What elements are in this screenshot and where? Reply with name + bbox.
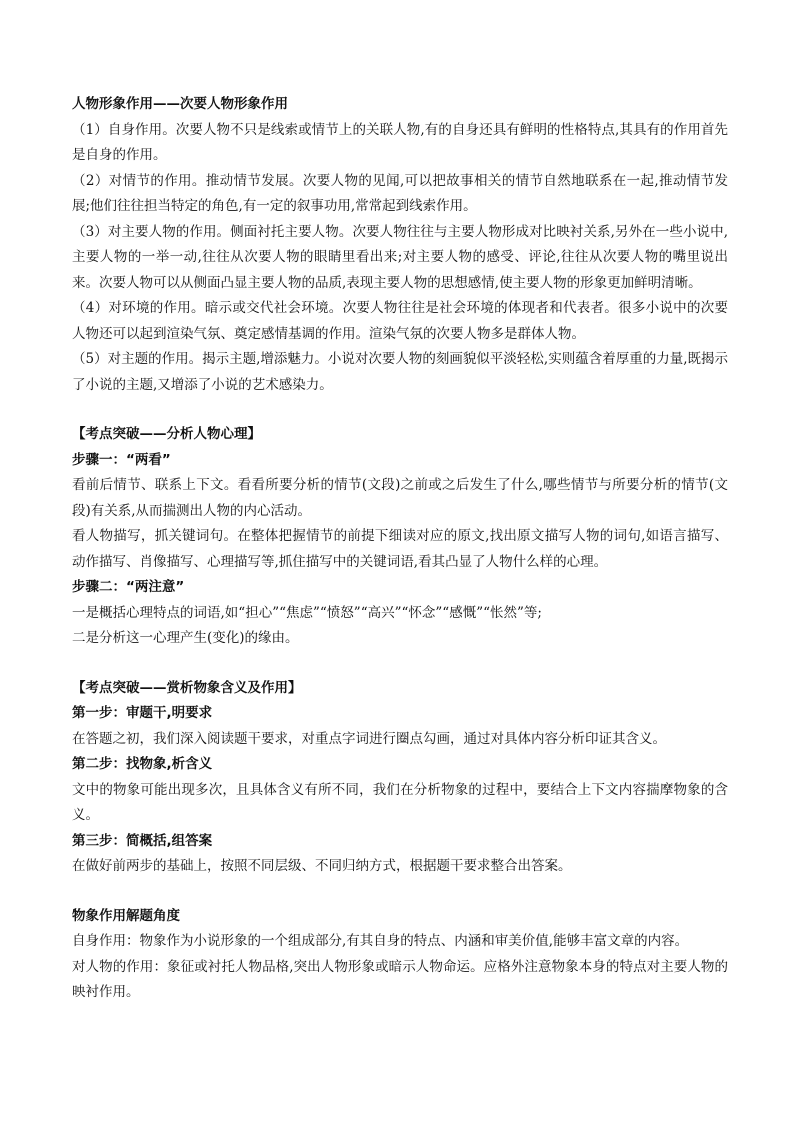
list-item: （5）对主题的作用。揭示主题,增添魅力。小说对次要人物的刻画貌似平淡轻松,实则蕴含着厚重的力量,既揭示了小说的主题,又增添了小说的艺术感染力。	[72, 351, 728, 393]
paragraph: 二是分析这一心理产生(变化)的缘由。	[72, 630, 299, 646]
section-title-minor-characters: 人物形象作用——次要人物形象作用	[72, 96, 288, 112]
paragraph: 看前后情节、联系上下文。看看所要分析的情节(文段)之前或之后发生了什么,哪些情节与所要分析的情节(文段)有关系,从而揣测出人物的内心活动。	[72, 477, 728, 519]
step-title: 第三步：简概括,组答案	[72, 832, 213, 849]
step-title: 第一步：审题干,明要求	[72, 705, 213, 721]
list-item: （2）对情节的作用。推动情节发展。次要人物的见闻,可以把故事相关的情节自然地联系在一起,推动情节发展;他们往往担当特定的角色,有一定的叙事功用,常常起到线索作用。	[72, 172, 728, 214]
paragraph: 文中的物象可能出现多次，且具体含义有所不同，我们在分析物象的过程中，要结合上下文内容揣摩物象的含义。	[72, 781, 728, 823]
step-title: 步骤一：“两看”	[72, 451, 171, 468]
section-minor-characters	[72, 92, 728, 398]
document-page	[72, 92, 728, 1006]
section-title-character-psychology: 【考点突破——分析人物心理】	[72, 426, 261, 442]
step-title: 第二步：找物象,析含义	[72, 756, 213, 772]
paragraph: 在答题之初，我们深入阅读题干要求，对重点字词进行圈点勾画，通过对具体内容分析印证其含义。	[72, 730, 666, 747]
paragraph: 看人物描写，抓关键词句。在整体把握情节的前提下细读对应的原文,找出原文描写人物的词句,如语言描写、动作描写、肖像描写、心理描写等,抓住描写中的关键词语,看其凸显了人物什么样的心理。	[72, 528, 728, 570]
list-item: （3）对主要人物的作用。侧面衬托主要人物。次要人物往往与主要人物形成对比映衬关系,另外在一些小说中,主要人物的一举一动,往往从次要人物的眼睛里看出来;对主要人物的感受、评论,往往从次要人物的嘴里说出来。次要人物可以从侧面凸显主要人物的品质,表现主要人物的思想感情,使主要人物的形象更加鲜明清晰。	[72, 223, 728, 291]
section-character-psychology	[72, 422, 728, 652]
section-object-imagery	[72, 676, 728, 880]
section-title-object-function-angles: 物象作用解题角度	[72, 907, 180, 924]
paragraph: 对人物的作用：象征或衬托人物品格,突出人物形象或暗示人物命运。应格外注意物象本身的特点对主要人物的映衬作用。	[72, 958, 728, 1000]
list-item: （1）自身作用。次要人物不只是线索或情节上的关联人物,有的自身还具有鲜明的性格特点,其具有的作用首先是自身的作用。	[72, 121, 728, 163]
step-title: 步骤二：“两注意”	[72, 579, 185, 595]
paragraph: 自身作用：物象作为小说形象的一个组成部分,有其自身的特点、内涵和审美价值,能够丰富文章的内容。	[72, 933, 689, 949]
paragraph: 在做好前两步的基础上，按照不同层级、不同归纳方式，根据题干要求整合出答案。	[72, 858, 572, 874]
section-object-function-angles	[72, 904, 728, 1006]
list-item: （4）对环境的作用。暗示或交代社会环境。次要人物往往是社会环境的体现者和代表者。很多小说中的次要人物还可以起到渲染气氛、奠定感情基调的作用。渲染气氛的次要人物多是群体人物。	[72, 300, 728, 342]
paragraph: 一是概括心理特点的词语,如“担心”“焦虑”“愤怒”“高兴”“怀念”“感慨”“怅然”等;	[72, 604, 542, 621]
section-title-object-imagery: 【考点突破——赏析物象含义及作用】	[72, 679, 302, 696]
